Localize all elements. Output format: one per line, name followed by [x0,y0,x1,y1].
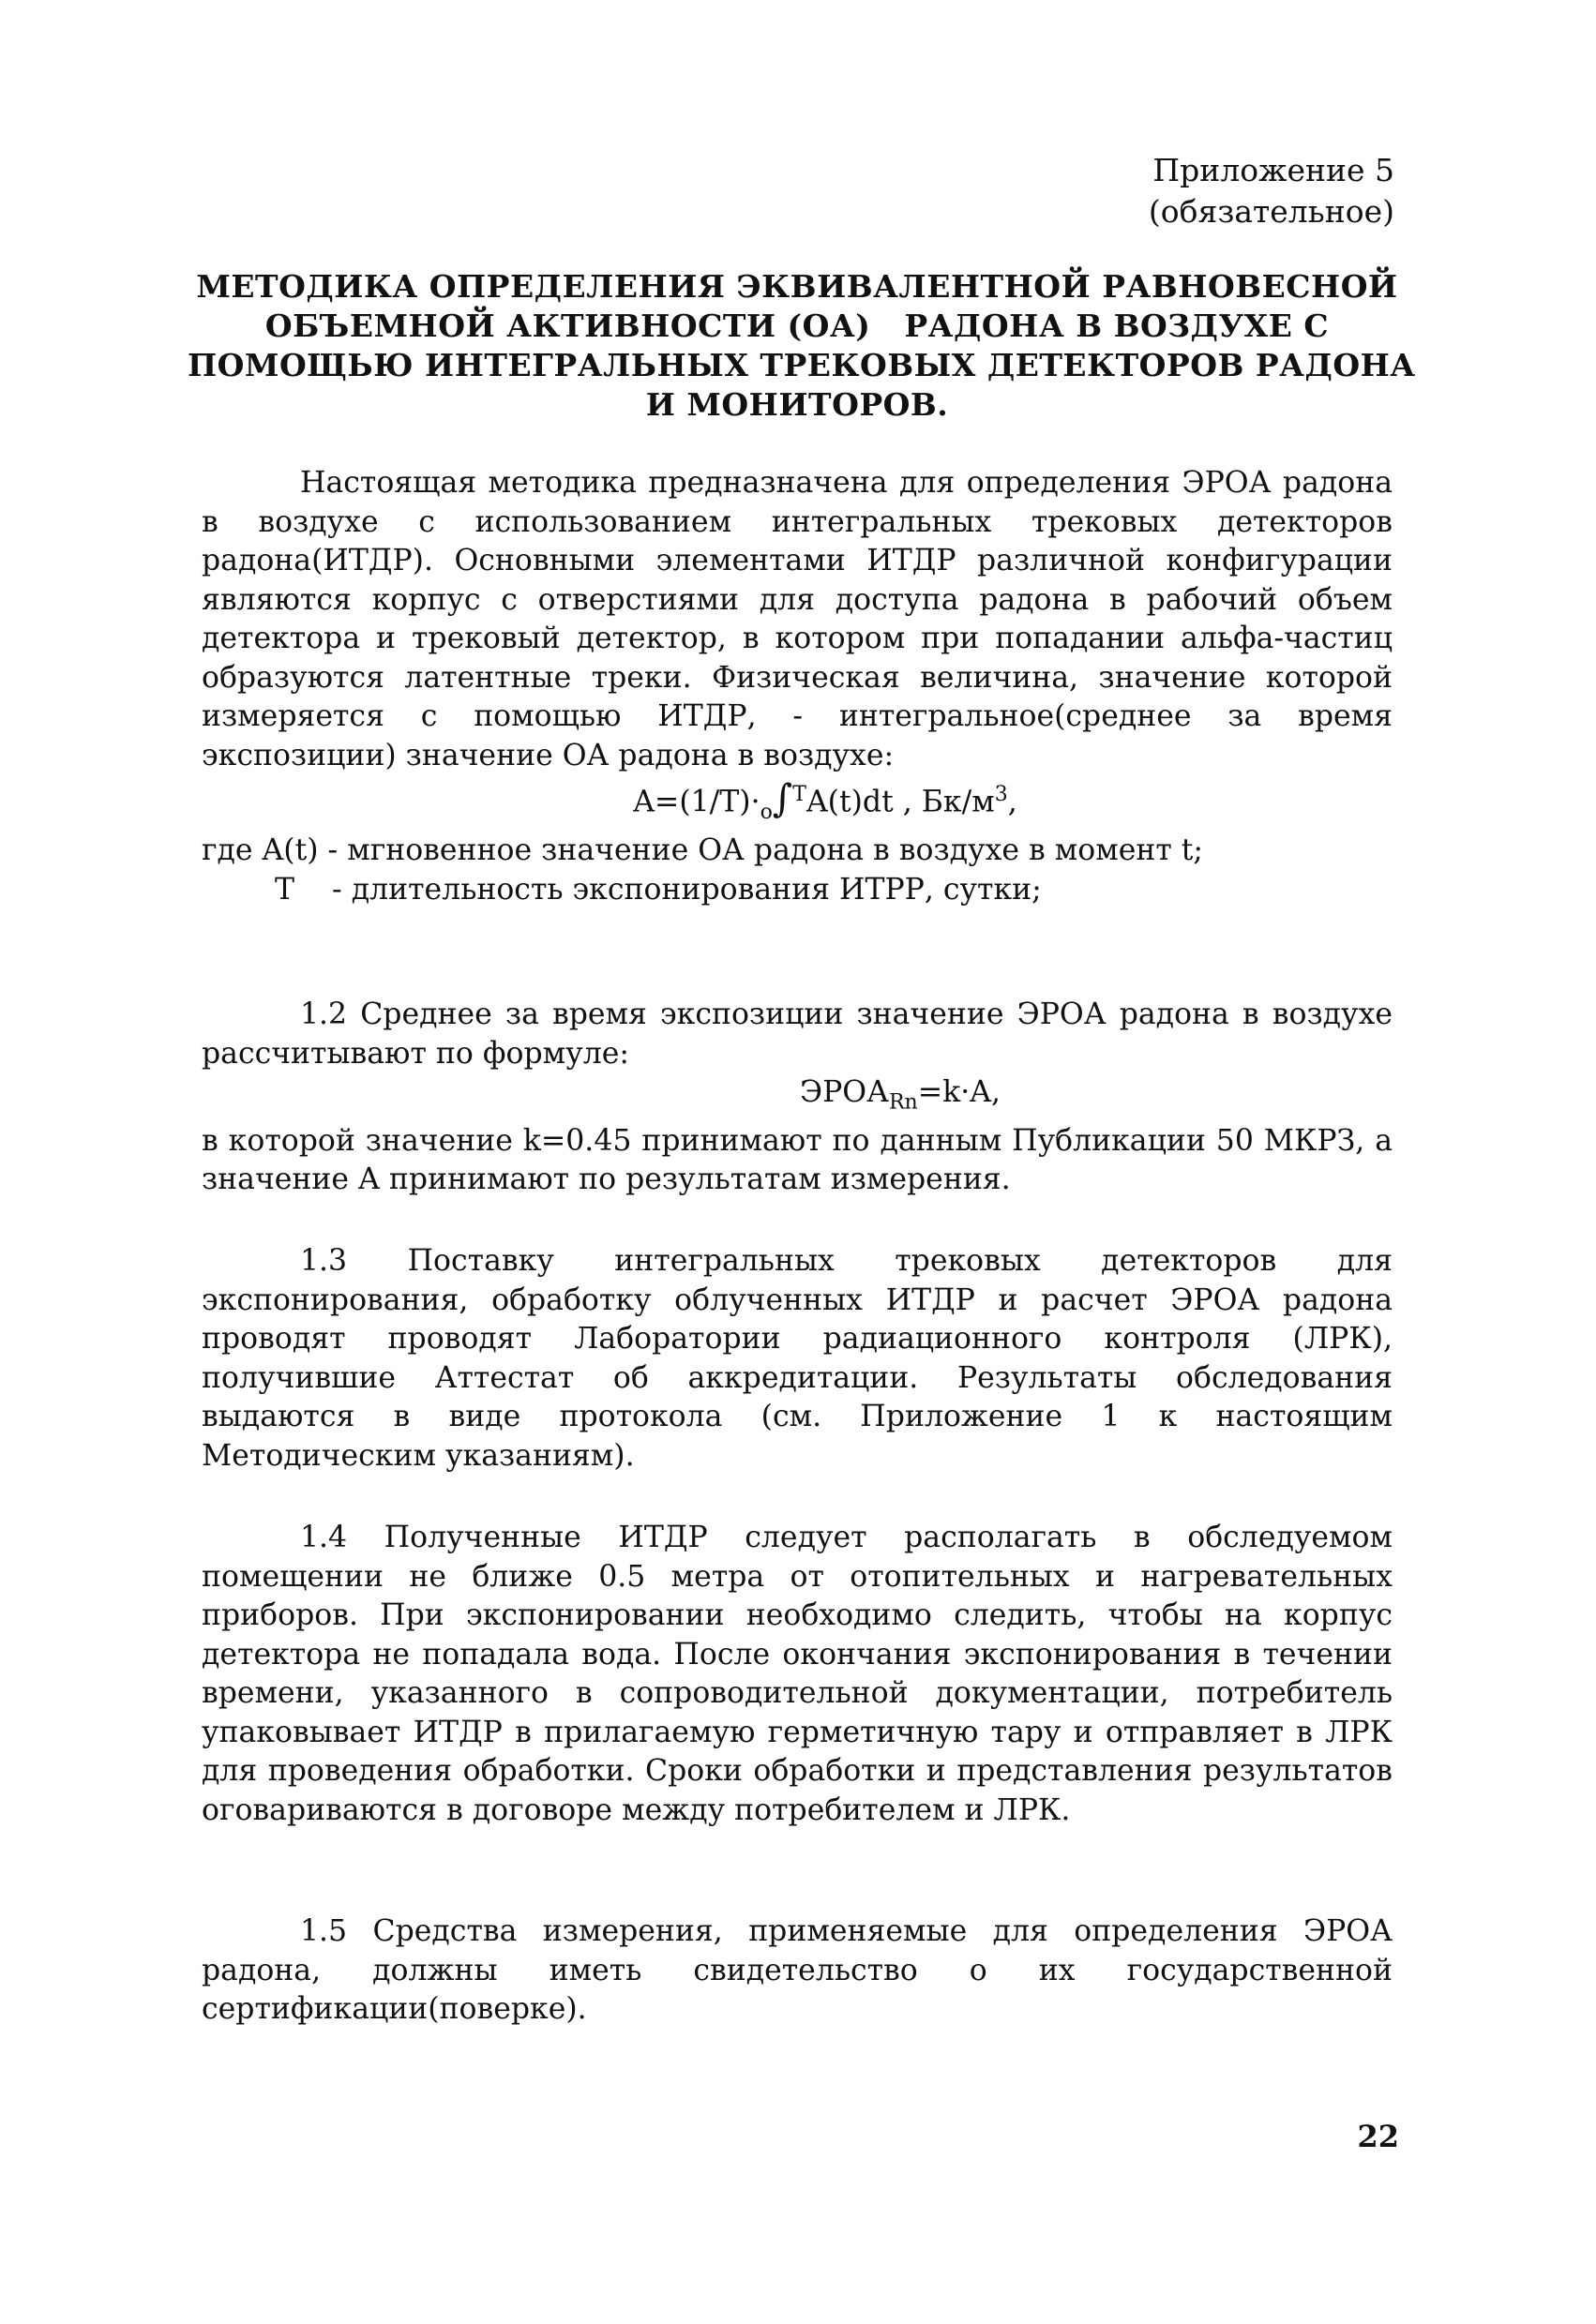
section-1-4-text: 1.4 Полученные ИТДР следует располагать в обследуемом помещении не ближе 0.5 метра от отопительных и нагревательных приборов. При экспонировании необходимо следить, чтобы на корпус детектора не попадала вода. После окончания экспонирования в течении времени, указанного в сопроводительной документации, потребитель упаковывает ИТДР в прилагаемую герметичную тару и отправляет в ЛРК для проведения обработки. Сроки обработки и представления результатов оговариваются в договоре между потребителем и ЛРК. [202,1521,1393,1827]
page-number: 22 [1357,2119,1399,2154]
title-line-1: МЕТОДИКА ОПРЕДЕЛЕНИЯ ЭКВИВАЛЕНТНОЙ РАВНОВЕСНОЙ [196,268,1398,305]
integral-sign: ∫ [772,775,793,821]
section-1-3-text: 1.3 Поставку интегральных трековых детекторов для экспонирования, обработку облученных ИТДР и расчет ЭРОА радона проводят проводят Лаборатории радиационного контроля (ЛРК), получившие Аттестат об аккредитации. Результаты обследования выдаются в виде протокола (см. Приложение 1 к настоящим Методическим указаниям). [202,1244,1393,1473]
document-title [188,267,1416,425]
title-line-3: ПОМОЩЬЮ ИНТЕГРАЛЬНЫХ ТРЕКОВЫХ ДЕТЕКТОРОВ РАДОНА [188,347,1416,383]
eroa-main: ЭРОА [799,1075,889,1109]
formula-left: A=(1/T)· [633,785,760,819]
eroa-rest: =k·A, [917,1075,1001,1109]
appendix-status: (обязательное) [1148,193,1394,230]
appendix-header [1149,150,1394,232]
title-line-4: И МОНИТОРОВ. [645,386,949,423]
formula-exponent: 3 [994,783,1008,806]
where-line-2: T - длительность экспонирования ИТРР, сутки; [275,872,1042,907]
integral-formula [202,775,1393,832]
intro-block [202,464,1393,909]
intro-paragraph: Настоящая методика предназначена для определения ЭРОА радона в воздухе с использованием интегральных трековых детекторов радона(ИТДР). Основными элементами ИТДР различной конфигурации являются корпус с отверстиями для доступа радона в рабочий объем детектора и трековый детектор, в котором при попадании альфа-частиц образуются латентные треки. Физическая величина, значение которой измеряется с помощью ИТДР, - интегральное(среднее за время экспозиции) значение ОА радона в воздухе: [202,466,1393,772]
section-1-4 [202,1519,1393,1830]
section-1-2-text: 1.2 Среднее за время экспозиции значение ЭРОА радона в воздухе рассчитывают по формуле: [202,997,1393,1071]
formula-right: A(t)dt , Бк/м [806,785,995,819]
title-line-2: ОБЪЕМНОЙ АКТИВНОСТИ (ОА) РАДОНА В ВОЗДУХЕ С [264,307,1330,344]
eroa-formula [202,1073,1393,1122]
section-1-3 [202,1242,1393,1476]
section-1-5-text: 1.5 Средства измерения, применяемые для определения ЭРОА радона, должны иметь свидетельство о их государственной сертификации(поверке). [202,1914,1393,2026]
where-line-1: где A(t) - мгновенное значение ОА радона в воздухе в момент t; [202,833,1204,868]
section-1-5 [202,1912,1393,2030]
formula-end: , [1007,785,1017,819]
formula-lower-limit: o [760,800,773,824]
section-1-2-after: в которой значение k=0.45 принимают по данным Публикации 50 МКРЗ, а значение A принимают по результатам измерения. [202,1123,1393,1197]
appendix-number: Приложение 5 [1152,152,1394,188]
formula-upper-limit: T [792,783,806,806]
eroa-sub: Rn [888,1090,918,1115]
section-1-2 [202,996,1393,1200]
